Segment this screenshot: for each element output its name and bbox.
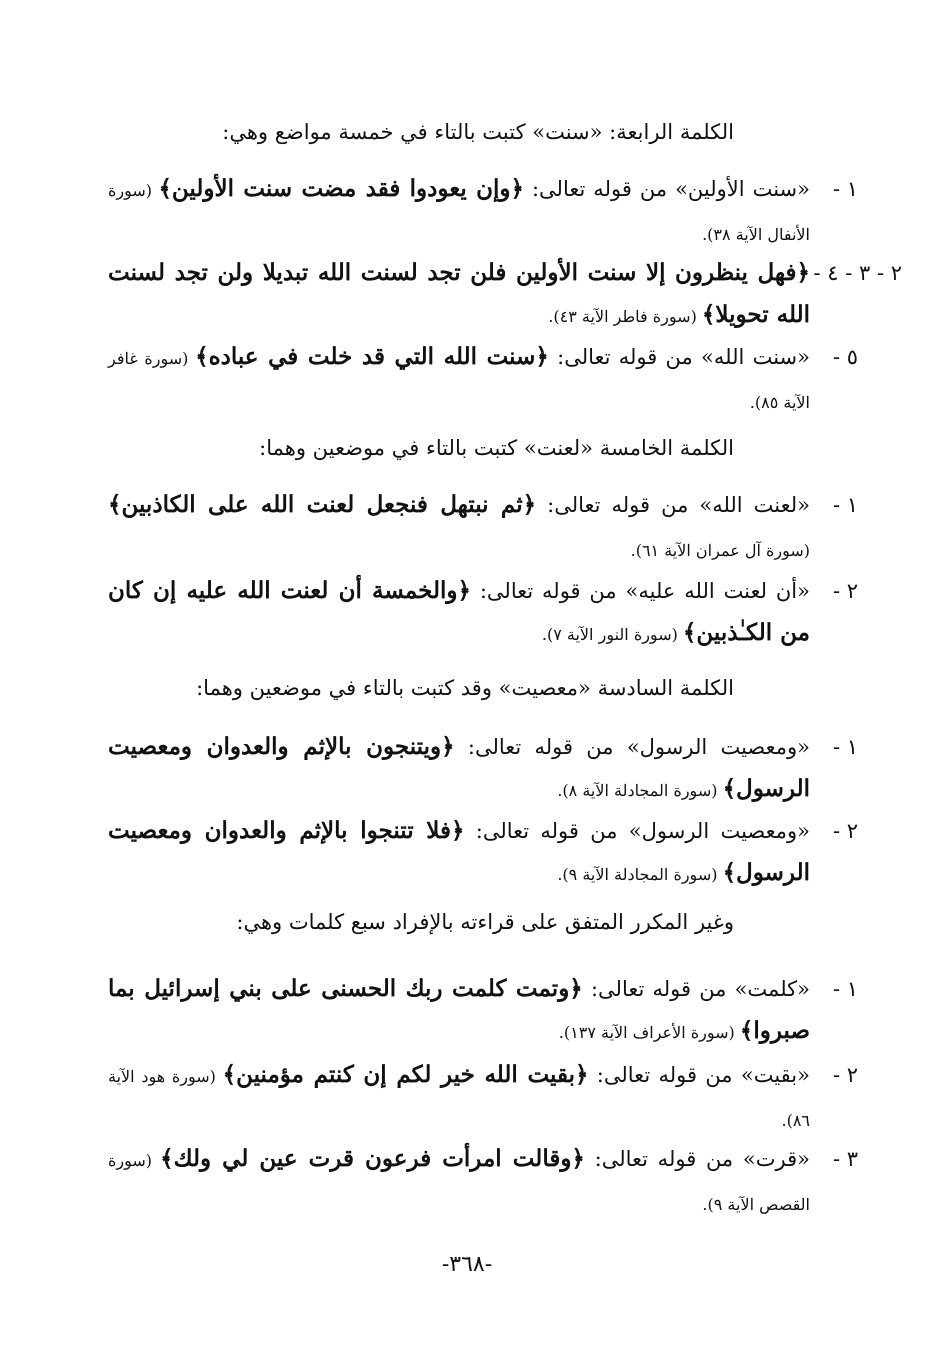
verse-reference: (سورة فاطر الآية ٤٣).	[548, 307, 702, 326]
entry-baqiyat-hud	[108, 1054, 858, 1142]
entry-number: ٢ -	[832, 819, 858, 843]
entry-lanat-al-nur	[108, 570, 858, 656]
entry-text: «بقيت» من قوله تعالى:	[588, 1063, 810, 1087]
verse-reference: (سورة المجادلة الآية ٨).	[557, 781, 723, 800]
verse-reference: (سورة هود الآية ٨٦).	[108, 1067, 810, 1130]
entry-number: ٢ - ٣ - ٤ -	[813, 261, 902, 285]
verse-reference: (سورة آل عمران الآية ٦١).	[630, 541, 810, 560]
verse-reference: (سورة الأعراف الآية ١٣٧).	[558, 1023, 740, 1042]
entry-sunnat-fatir	[108, 252, 902, 338]
entry-masiyat-mujadila-8	[108, 726, 858, 812]
entry-text: «أن لعنت الله عليه» من قوله تعالى:	[471, 579, 810, 603]
verse-quote: ﴿بقيت الله خير لكم إن كنتم مؤمنين﴾	[222, 1061, 589, 1088]
verse-quote: ﴿والخمسة أن لعنت الله عليه إن كان من الكـٰذبين﴾	[108, 577, 810, 646]
entry-text: «كلمت» من قوله تعالى:	[582, 977, 810, 1001]
section-heading-sixth-word: الكلمة السادسة «معصيت» وقد كتبت بالتاء في موضعين وهما:	[196, 676, 734, 700]
verse-reference: (سورة القصص الآية ٩).	[108, 1151, 810, 1214]
entry-text: «سنت الله» من قوله تعالى:	[548, 345, 811, 369]
entry-masiyat-mujadila-9	[108, 810, 858, 896]
entry-number: ١ -	[832, 735, 858, 759]
verse-quote: ﴿فلا تتنجوا بالإثم والعدوان ومعصيت الرسول﴾	[108, 817, 810, 886]
entry-text: «ومعصيت الرسول» من قوله تعالى:	[454, 735, 810, 759]
verse-reference: (سورة الأنفال الآية ٣٨).	[108, 181, 810, 244]
verse-quote: ﴿وإن يعودوا فقد مضت سنت الأولين﴾	[158, 175, 524, 202]
section-heading-fifth-word: الكلمة الخامسة «لعنت» كتبت بالتاء في موضعين وهما:	[259, 436, 734, 460]
verse-reference: (سورة النور الآية ٧).	[541, 625, 683, 644]
verse-quote: ﴿سنت الله التي قد خلت في عباده﴾	[195, 343, 549, 370]
entry-lanat-al-imran	[108, 484, 858, 572]
entry-qurrat-qasas	[108, 1138, 858, 1226]
section-heading-singular-words: وغير المكرر المتفق على قراءته بالإفراد سبع كلمات وهي:	[236, 910, 734, 934]
verse-reference: (سورة غافر الآية ٨٥).	[108, 349, 810, 412]
entry-text: «سنت الأولين» من قوله تعالى:	[523, 177, 811, 201]
entry-text: «ومعصيت الرسول» من قوله تعالى:	[464, 819, 810, 843]
entry-number: ٥ -	[832, 345, 858, 369]
verse-quote: ﴿وقالت امرأت فرعون قرت عين لي ولك﴾	[160, 1145, 585, 1172]
entry-sunnat-allah-ghafir	[108, 336, 858, 424]
entry-number: ١ -	[832, 977, 858, 1001]
verse-quote: ﴿وتمت كلمت ربك الحسنى على بني إسرائيل بما صبروا﴾	[108, 975, 810, 1044]
page-number: -٣٦٨-	[441, 1252, 493, 1277]
entry-number: ١ -	[832, 493, 858, 517]
section-heading-fourth-word: الكلمة الرابعة: «سنت» كتبت بالتاء في خمسة مواضع وهي:	[222, 120, 734, 144]
entry-number: ٢ -	[832, 579, 858, 603]
entry-text: «قرت» من قوله تعالى:	[584, 1147, 810, 1171]
entry-number: ١ -	[832, 177, 858, 201]
verse-quote: ﴿فهل ينظرون إلا سنت الأولين فلن تجد لسنت الله تبديلا ولن تجد لسنت الله تحويلا﴾	[108, 259, 810, 328]
verse-quote: ﴿ويتنجون بالإثم والعدوان ومعصيت الرسول﴾	[108, 733, 810, 802]
entry-text: «لعنت الله» من قوله تعالى:	[536, 493, 811, 517]
entry-kalimat-araf	[108, 968, 858, 1054]
verse-reference: (سورة المجادلة الآية ٩).	[557, 865, 723, 884]
entry-number: ٢ -	[832, 1063, 858, 1087]
verse-quote: ﴿ثم نبتهل فنجعل لعنت الله على الكاذبين﴾	[108, 491, 537, 518]
entry-sunnat-al-awwalin	[108, 168, 858, 256]
entry-number: ٣ -	[832, 1147, 858, 1171]
